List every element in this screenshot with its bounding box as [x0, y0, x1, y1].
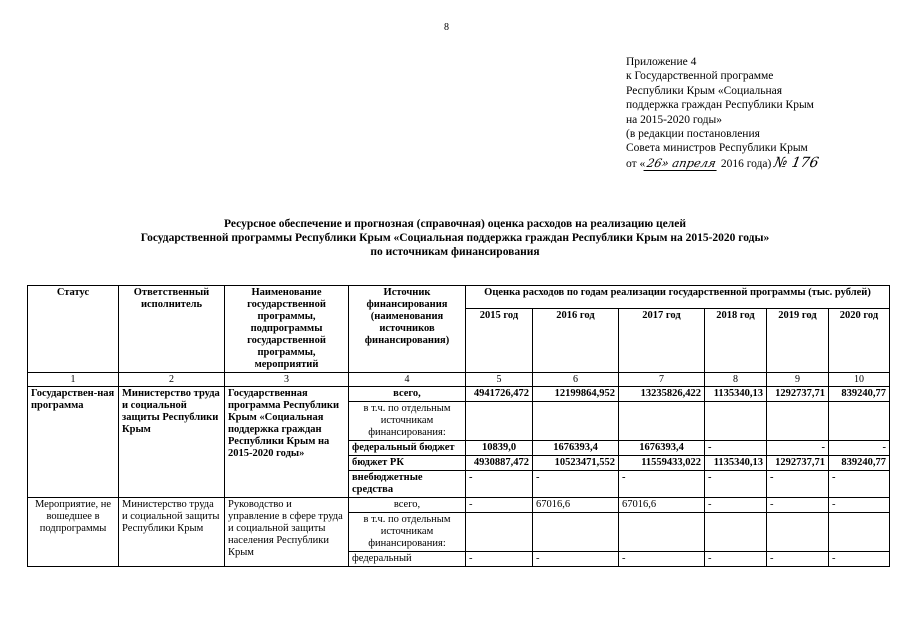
- header-status: Статус: [28, 286, 119, 373]
- header-year: 2019 год: [767, 309, 829, 373]
- status-cell: Мероприятие, не вошедшее в подпрограммы: [28, 498, 119, 567]
- value-cell: 67016,6: [533, 498, 619, 513]
- column-number: 10: [829, 373, 890, 387]
- value-cell: -: [619, 552, 705, 567]
- appendix-line: к Государственной программе: [626, 70, 774, 83]
- value-cell: 1676393,4: [619, 441, 705, 456]
- source-cell: в т.ч. по отдельным источникам финансирования:: [349, 513, 466, 552]
- value-cell: [619, 513, 705, 552]
- value-cell: 1676393,4: [533, 441, 619, 456]
- column-number-row: [28, 373, 890, 387]
- header-year: 2016 год: [533, 309, 619, 373]
- value-cell: -: [705, 441, 767, 456]
- value-cell: [533, 513, 619, 552]
- column-number: 7: [619, 373, 705, 387]
- header-estimate: Оценка расходов по годам реализации государственной программы (тыс. рублей): [466, 286, 890, 309]
- header-year: 2018 год: [705, 309, 767, 373]
- appendix-line: Республики Крым «Социальная: [626, 84, 783, 97]
- appendix-line: Приложение 4: [626, 56, 697, 68]
- value-cell: -: [829, 471, 890, 498]
- date-suffix: 2016 года): [720, 157, 772, 170]
- value-cell: 12199864,952: [533, 387, 619, 402]
- value-cell: [466, 402, 533, 441]
- value-cell: -: [829, 498, 890, 513]
- value-cell: [829, 513, 890, 552]
- value-cell: -: [767, 471, 829, 498]
- value-cell: -: [533, 471, 619, 498]
- column-number: 5: [466, 373, 533, 387]
- value-cell: -: [829, 552, 890, 567]
- value-cell: -: [466, 471, 533, 498]
- handwritten-date: 26» апреля: [644, 156, 720, 171]
- title-line: Государственной программы Республики Крым «Социальная поддержка граждан Республики Крым на 2015-2020 годы»: [140, 232, 770, 244]
- value-cell: [705, 402, 767, 441]
- status-cell: Государствен-ная программа: [28, 387, 119, 498]
- value-cell: -: [466, 552, 533, 567]
- source-cell: федеральный: [349, 552, 466, 567]
- value-cell: 1135340,13: [705, 456, 767, 471]
- column-number: 8: [705, 373, 767, 387]
- table-row: [28, 498, 890, 513]
- source-cell: бюджет РК: [349, 456, 466, 471]
- executor-cell: Министерство труда и социальной защиты Республики Крым: [119, 387, 225, 498]
- source-cell: федеральный бюджет: [349, 441, 466, 456]
- value-cell: -: [705, 498, 767, 513]
- value-cell: 67016,6: [619, 498, 705, 513]
- column-number: 4: [349, 373, 466, 387]
- value-cell: -: [767, 552, 829, 567]
- column-number: 6: [533, 373, 619, 387]
- value-cell: [767, 402, 829, 441]
- appendix-line: (в редакции постановления: [626, 128, 760, 141]
- value-cell: 1292737,71: [767, 456, 829, 471]
- source-cell: в т.ч. по отдельным источникам финансирования:: [349, 402, 466, 441]
- appendix-line: поддержка граждан Республики Крым: [626, 99, 814, 112]
- header-year: 2017 год: [619, 309, 705, 373]
- financing-table: [27, 285, 890, 567]
- header-row: [28, 286, 890, 309]
- header-source: Источник финансирования (наименования источников финансирования): [349, 286, 466, 373]
- value-cell: 10839,0: [466, 441, 533, 456]
- value-cell: -: [705, 552, 767, 567]
- value-cell: 13235826,422: [619, 387, 705, 402]
- value-cell: [466, 513, 533, 552]
- value-cell: -: [767, 498, 829, 513]
- value-cell: 4941726,472: [466, 387, 533, 402]
- program-name-cell: Руководство и управление в сфере труда и социальной защиты населения Республики Крым: [225, 498, 349, 567]
- header-executor: Ответственный исполнитель: [119, 286, 225, 373]
- value-cell: [829, 402, 890, 441]
- value-cell: [705, 513, 767, 552]
- document-title: [40, 217, 870, 259]
- appendix-date-line: [626, 156, 896, 171]
- appendix-block: [626, 55, 896, 171]
- table-row: [28, 387, 890, 402]
- header-name: Наименование государственной программы, подпрограммы государственной программы, мероприятий: [225, 286, 349, 373]
- value-cell: 839240,77: [829, 456, 890, 471]
- title-line: по источникам финансирования: [370, 246, 540, 258]
- column-number: 9: [767, 373, 829, 387]
- value-cell: [533, 402, 619, 441]
- value-cell: -: [466, 498, 533, 513]
- value-cell: -: [705, 471, 767, 498]
- date-prefix: от «: [626, 157, 646, 170]
- source-cell: всего,: [349, 498, 466, 513]
- source-cell: внебюджетные средства: [349, 471, 466, 498]
- source-cell: всего,: [349, 387, 466, 402]
- program-name-cell: Государственная программа Республики Крым «Социальная поддержка граждан Республики Крым на 2015-2020 годы»: [225, 387, 349, 498]
- value-cell: -: [767, 441, 829, 456]
- title-line: Ресурсное обеспечение и прогнозная (справочная) оценка расходов на реализацию целей: [224, 218, 686, 230]
- value-cell: 1135340,13: [705, 387, 767, 402]
- value-cell: -: [533, 552, 619, 567]
- column-number: 1: [28, 373, 119, 387]
- value-cell: 10523471,552: [533, 456, 619, 471]
- column-number: 2: [119, 373, 225, 387]
- appendix-line: на 2015-2020 годы»: [626, 113, 723, 126]
- value-cell: [619, 402, 705, 441]
- value-cell: -: [829, 441, 890, 456]
- column-number: 3: [225, 373, 349, 387]
- executor-cell: Министерство труда и социальной защиты Республики Крым: [119, 498, 225, 567]
- appendix-line: Совета министров Республики Крым: [626, 142, 808, 155]
- value-cell: -: [619, 471, 705, 498]
- value-cell: [767, 513, 829, 552]
- value-cell: 1292737,71: [767, 387, 829, 402]
- page-number: 8: [444, 22, 449, 33]
- value-cell: 11559433,022: [619, 456, 705, 471]
- handwritten-number: № 176: [772, 154, 821, 171]
- header-year: 2020 год: [829, 309, 890, 373]
- header-year: 2015 год: [466, 309, 533, 373]
- value-cell: 4930887,472: [466, 456, 533, 471]
- value-cell: 839240,77: [829, 387, 890, 402]
